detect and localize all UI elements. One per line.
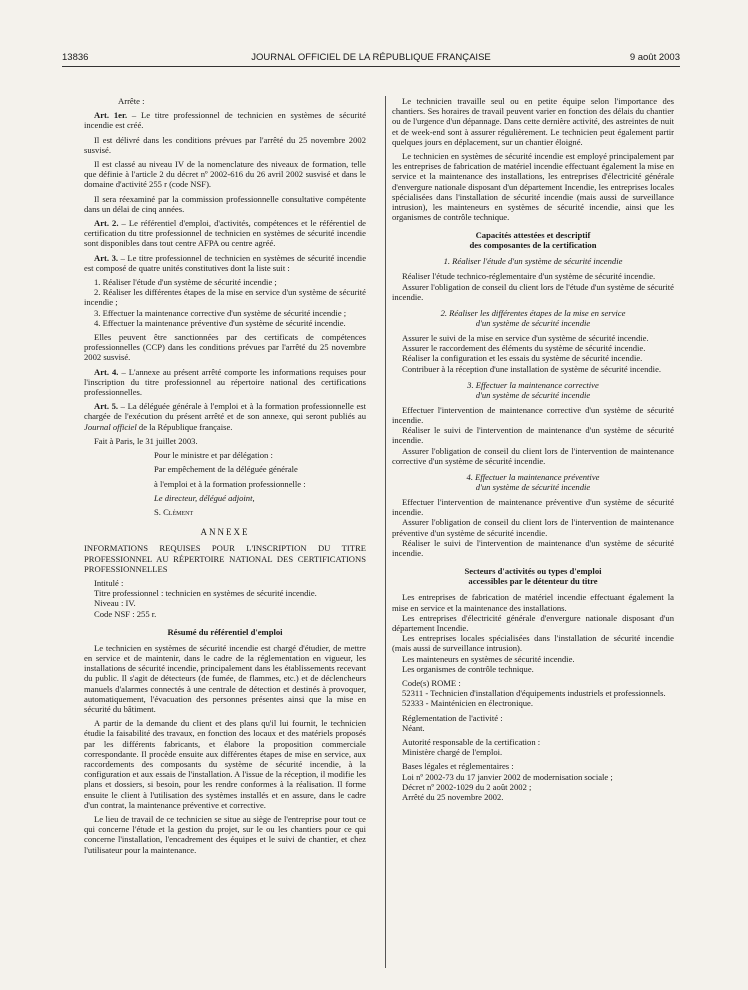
secteurs-heading: Secteurs d'activités ou types d'emploi accessibles par le détenteur du titre — [464, 566, 602, 587]
annexe-title: ANNEXE — [200, 527, 250, 538]
signatory-name: S. Clément — [154, 506, 194, 517]
list-item: Loi nº 2002-73 du 17 janvier 2002 de modernisation sociale ; — [402, 771, 613, 782]
component-1-title: 1. Réaliser l'étude d'un système de sécurité incendie — [443, 256, 623, 267]
list-item: 52311 - Technicien d'installation d'équipements industriels et professionnels. — [402, 688, 666, 699]
arrete-line: Arrête : — [118, 96, 145, 106]
page-number: 13836 — [62, 52, 89, 63]
left-column — [84, 96, 366, 859]
article-1-para-2: Il est délivré dans les conditions prévues par l'arrêté du 25 novembre 2002 susvisé. — [84, 134, 366, 155]
list-item: Les entreprises de fabrication de matériel incendie effectuant également la mise en service et la maintenance des installations. — [392, 592, 674, 613]
right-para-1: Le technicien travaille seul ou en petite équipe selon l'importance des chantiers. Ses horaires de travail peuvent varier en fonction des délais du chantier ou de l'urgence d'un dépannage. Dans cette dernière activité, des astreintes de nuit et de week-end sont à assurer régulièrement. Le technicien peut également partir quelques jours en déplacement, sur un chantier éloigné. — [392, 96, 674, 147]
right-para-2: Le technicien en systèmes de sécurité incendie est employé principalement par les entreprises de fabrication de matériel incendie effectuant également la mise en service et la maintenance des installations, les entreprises d'électricité générale d'envergure nationale disposant d'un département Incendie, les entreprises locales spécialisées dans l'installation de sécurité incendie (mais aussi de surveillance intrusion), les mainteneurs en systèmes de sécurité incendie, ainsi que les organismes de contrôle technique. — [392, 151, 674, 223]
bases-label: Bases légales et réglementaires : — [402, 761, 514, 772]
list-item: Assurer l'obligation de conseil du client lors de l'intervention de maintenance préventive d'un système de sécurité incendie. — [392, 517, 674, 538]
list-item: Effectuer l'intervention de maintenance corrective d'un système de sécurité incendie. — [392, 404, 674, 426]
list-item: Contribuer à la réception d'une installation de système de sécurité incendie. — [402, 363, 662, 374]
list-item: 2. Réaliser les différentes étapes de la mise en service d'un système de sécurité incendie ; — [84, 287, 366, 308]
article-3-para-2: Elles peuvent être sanctionnées par des certificats de compétences professionnelles (CCP) dans les conditions prévues par l'arrêté du 25 novembre 2002 susvisé. — [84, 332, 366, 363]
code-nsf: Code NSF : 255 r. — [94, 608, 157, 619]
list-item: 1. Réaliser l'étude d'un système de sécurité incendie ; — [94, 277, 277, 288]
component-2-title: 2. Réaliser les différentes étapes de la mise en service d'un système de sécurité incendie — [440, 308, 626, 329]
article-4: Art. 4. – L'annexe au présent arrêté comporte les informations requises pour l'inscription du titre professionnel au répertoire national des certifications professionnelles. — [84, 366, 367, 398]
right-column — [392, 96, 674, 802]
autorite-value: Ministère chargé de l'emploi. — [402, 747, 503, 758]
list-item: Assurer l'obligation de conseil du client lors de l'intervention de maintenance corrective d'un système de sécurité incendie. — [392, 445, 674, 466]
list-item: Arrêté du 25 novembre 2002. — [402, 791, 504, 802]
list-item: Assurer l'obligation de conseil du client lors de l'étude d'un système de sécurité incendie. — [392, 281, 674, 302]
article-2: Art. 2. – Le référentiel d'emploi, d'activités, compétences et le référentiel de certification du titre professionnel de technicien en systèmes de sécurité incendie sont disponibles dans tout centre AFPA ou centre agréé. — [84, 218, 366, 249]
article-5: Art. 5. – La déléguée générale à l'emploi et à la formation professionnelle est chargée de l'exécution du présent arrêté et de son annexe, qui seront publiés au Journal officiel de la République française. — [84, 401, 366, 432]
autorite-label: Autorité responsable de la certification : — [402, 736, 541, 747]
signatory-title: Le directeur, délégué adjoint, — [154, 492, 255, 503]
list-item: 3. Effectuer la maintenance corrective d'un système de sécurité incendie ; — [94, 307, 347, 318]
list-item: Réaliser le suivi de l'intervention de maintenance d'un système de sécurité incendie. — [392, 537, 674, 559]
signature-block — [84, 450, 366, 517]
signature-line: Pour le ministre et par délégation : — [154, 450, 273, 461]
rome-label: Code(s) ROME : — [402, 677, 461, 688]
list-item: Les entreprises locales spécialisées dans l'installation de sécurité incendie (mais aussi de surveillance intrusion). — [392, 633, 674, 654]
component-4-title: 4. Effectuer la maintenance préventive d'un système de sécurité incendie — [466, 472, 600, 493]
signature-line: à l'emploi et à la formation professionnelle : — [154, 478, 306, 489]
issue-date: 9 août 2003 — [629, 52, 680, 63]
list-item: Réaliser l'étude technico-réglementaire d'un système de sécurité incendie. — [402, 271, 656, 282]
journal-title: JOURNAL OFFICIEL DE LA RÉPUBLIQUE FRANÇAISE — [251, 52, 491, 63]
list-item: Réaliser la configuration et les essais du système de sécurité incendie. — [402, 353, 643, 364]
reglementation-label: Réglementation de l'activité : — [402, 712, 503, 723]
article-3: Art. 3. – Le titre professionnel de technicien en systèmes de sécurité incendie est composé de quatre unités constitutives dont la liste suit : — [84, 252, 367, 273]
niveau: Niveau : IV. — [94, 598, 136, 609]
component-3-title: 3. Effectuer la maintenance corrective d'un système de sécurité incendie — [467, 379, 599, 400]
page-header — [62, 50, 680, 67]
resume-para-3: Le lieu de travail de ce technicien se situe au siège de l'entreprise pour tout ce qui concerne l'étude et la gestion du projet, sur le ou les chantiers pour ce qui concerne l'installation, l'encadrement des équipes et le suivi de chantier, et chez l'utilisateur pour la maintenance. — [84, 813, 366, 855]
article-1-para-4: Il sera réexaminé par la commission professionnelle consultative compétente dans un délai de cinq années. — [84, 193, 366, 214]
signature-date: Fait à Paris, le 31 juillet 2003. — [94, 435, 198, 446]
intitule-label: Intitulé : — [94, 577, 124, 588]
resume-heading: Résumé du référentiel d'emploi — [167, 626, 283, 637]
list-item: Les organismes de contrôle technique. — [402, 663, 534, 674]
list-item: Les mainteneurs en systèmes de sécurité incendie. — [402, 653, 575, 664]
list-item: Assurer le raccordement des éléments du système de sécurité incendie. — [402, 343, 646, 354]
resume-para-1: Le technicien en systèmes de sécurité incendie est chargé d'étudier, de mettre en service et de maintenir, dans le cadre de la réglementation en vigueur, les installations de sécurité incendie, principalement dans les établissements recevant du public. Il s'agit de détecteurs (de fumée, de flammes, etc.) et de déclencheurs manuels d'alarmes connectés à une centrale de détection et destinés à provoquer, automatiquement, l'évacuation des personnes présentes ainsi que la mise en sécurité du bâtiment. — [84, 642, 366, 714]
reglementation-value: Néant. — [402, 722, 425, 733]
resume-para-2: A partir de la demande du client et des plans qu'il lui fournit, le technicien étudie la faisabilité des travaux, en fonction des locaux et des matériels proposés par les différents fabricants, et élabore la proposition commerciale correspondante. Il procède ensuite aux différentes étapes de mise en service, aux raccordements des composants du système de sécurité incendie, à la configuration et aux essais de l'installation. A l'issue de la réception, il modifie les plans et dossiers, si besoin, pour les rendre conformes à la réalisation. Il forme ensuite le client à l'utilisation des systèmes installés et en assure, dans le cadre d'un contrat, la maintenance préventive et corrective. — [84, 718, 366, 810]
signature-line: Par empêchement de la déléguée générale — [154, 464, 298, 475]
list-item: Réaliser le suivi de l'intervention de maintenance d'un système de sécurité incendie. — [392, 425, 674, 446]
capacites-heading: Capacités attestées et descriptif des composantes de la certification — [469, 230, 597, 251]
article-1: Art. 1er. – Le titre professionnel de technicien en systèmes de sécurité incendie est créé. — [84, 110, 366, 131]
list-item: Assurer le suivi de la mise en service d'un système de sécurité incendie. — [402, 333, 649, 344]
list-item: Décret nº 2002-1029 du 2 août 2002 ; — [402, 781, 532, 792]
column-divider — [385, 96, 386, 968]
titre-professionnel: Titre professionnel : technicien en systèmes de sécurité incendie. — [94, 588, 317, 599]
article-1-para-3: Il est classé au niveau IV de la nomenclature des niveaux de formation, telle que définie à l'article 2 du décret nº 2002-616 du 26 avril 2002 susvisé et dans le domaine d'activité 255 r (code NSF). — [84, 159, 366, 190]
list-item: Les entreprises d'électricité générale d'envergure nationale disposant d'un département Incendie. — [392, 612, 674, 633]
info-heading: INFORMATIONS REQUISES POUR L'INSCRIPTION DU TITRE PROFESSIONNEL AU RÉPERTOIRE NATIONAL DES CERTIFICATIONS PROFESSIONNELLES — [84, 543, 366, 574]
list-item: 4. Effectuer la maintenance préventive d'un système de sécurité incendie. — [94, 317, 346, 328]
list-item: 52333 - Mainténicien en électronique. — [402, 698, 534, 709]
list-item: Effectuer l'intervention de maintenance préventive d'un système de sécurité incendie. — [392, 497, 674, 518]
